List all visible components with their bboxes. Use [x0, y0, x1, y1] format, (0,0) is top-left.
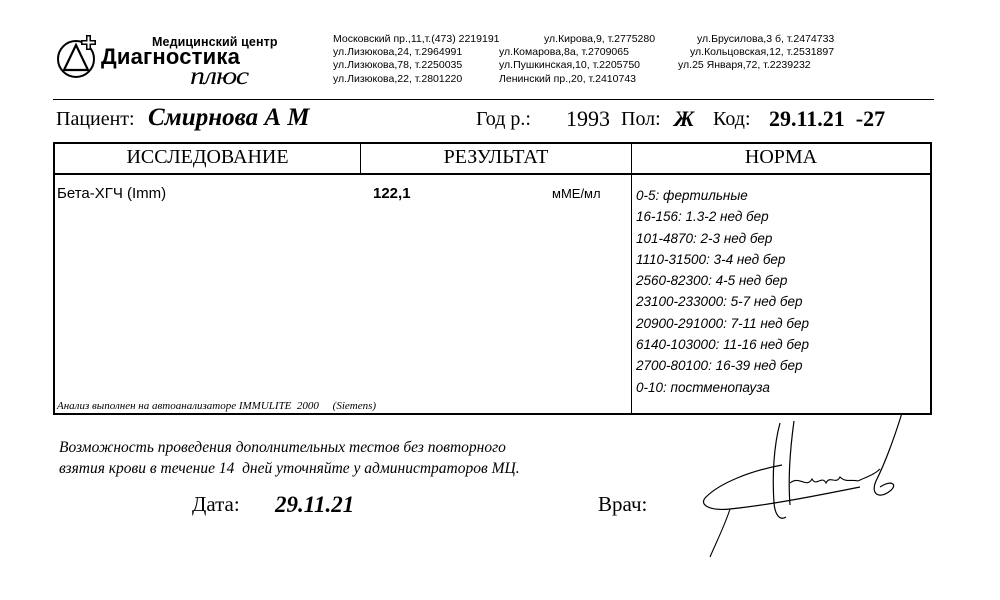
- patient-name: Смирнова А М: [148, 104, 310, 131]
- address-row: [333, 46, 834, 59]
- address-item: ул.Кольцовская,12, т.2531897: [690, 46, 835, 59]
- result-value: 122,1: [373, 185, 411, 202]
- analyzer-note: Анализ выполнен на автоанализаторе IMMULITE 2000 (Siemens): [57, 400, 377, 412]
- norm-item: 6140-103000: 11-16 нед бер: [636, 337, 809, 353]
- address-row: [333, 33, 834, 46]
- birth-year: 1993: [566, 106, 610, 131]
- logo-plus: плюс: [190, 62, 249, 91]
- address-item: ул.Лизюкова,78, т.2250035: [333, 59, 463, 72]
- doctor-label: Врач:: [598, 492, 648, 516]
- sex-label: Пол:: [621, 108, 661, 130]
- norm-item: 2560-82300: 4-5 нед бер: [636, 273, 788, 289]
- norm-item: 23100-233000: 5-7 нед бер: [636, 294, 803, 310]
- address-item: ул.Лизюкова,24, т.2964991: [333, 46, 463, 59]
- address-item: Ленинский пр.,20, т.2410743: [499, 72, 636, 85]
- address-item: ул.25 Января,72, т.2239232: [678, 59, 811, 72]
- logo-triangle-icon: [55, 34, 101, 80]
- address-row: [333, 73, 834, 86]
- norm-item: 101-4870: 2-3 нед бер: [636, 230, 773, 246]
- result-unit: мМЕ/мл: [552, 186, 601, 201]
- code-value: 29.11.21 -27: [769, 106, 886, 131]
- date-value: 29.11.21: [275, 492, 355, 517]
- column-header-result: РЕЗУЛЬТАТ: [443, 146, 549, 168]
- address-item: ул.Пушкинская,10, т.2205750: [499, 59, 641, 72]
- address-item: ул.Лизюкова,22, т.2801220: [333, 72, 463, 85]
- table-header-divider: [53, 173, 932, 175]
- additional-tests-note: [59, 437, 520, 479]
- norm-item: 20900-291000: 7-11 нед бер: [636, 315, 809, 331]
- patient-label: Пациент:: [56, 108, 135, 130]
- table-column-divider: [631, 142, 632, 415]
- norm-item: 2700-80100: 16-39 нед бер: [636, 358, 803, 374]
- norm-item: 0-10: постменопауза: [636, 379, 770, 395]
- header-divider: [53, 99, 934, 100]
- note-line: взятия крови в течение 14 дней уточняйте у администраторов МЦ.: [59, 460, 520, 477]
- note-line: Возможность проведения дополнительных тестов без повторного: [59, 439, 506, 456]
- norm-list: [636, 185, 809, 398]
- column-header-test: ИССЛЕДОВАНИЕ: [126, 146, 289, 168]
- norm-item: 0-5: фертильные: [636, 188, 748, 203]
- address-item: ул.Кирова,9, т.2775280: [544, 33, 656, 45]
- date-label: Дата:: [192, 492, 240, 516]
- doctor-signature-icon: [670, 405, 910, 565]
- logo-subtitle: Медицинский центр: [152, 35, 278, 49]
- logo-title: Диагностика: [101, 44, 241, 69]
- address-item: Московский пр.,11,т.(473) 2219191: [333, 33, 500, 45]
- clinic-addresses: [333, 33, 834, 86]
- norm-item: 1110-31500: 3-4 нед бер: [636, 251, 786, 267]
- address-row: [333, 59, 834, 72]
- norm-item: 16-156: 1.3-2 нед бер: [636, 209, 769, 225]
- birth-year-label: Год р.:: [476, 108, 531, 130]
- sex-value: Ж: [674, 106, 695, 131]
- column-header-norm: НОРМА: [744, 146, 818, 168]
- code-label: Код:: [713, 108, 751, 130]
- test-name: Бета-ХГЧ (Imm): [57, 185, 167, 202]
- address-item: ул.Брусилова,3 б, т.2474733: [697, 33, 835, 45]
- address-item: ул.Комарова,8а, т.2709065: [499, 46, 629, 59]
